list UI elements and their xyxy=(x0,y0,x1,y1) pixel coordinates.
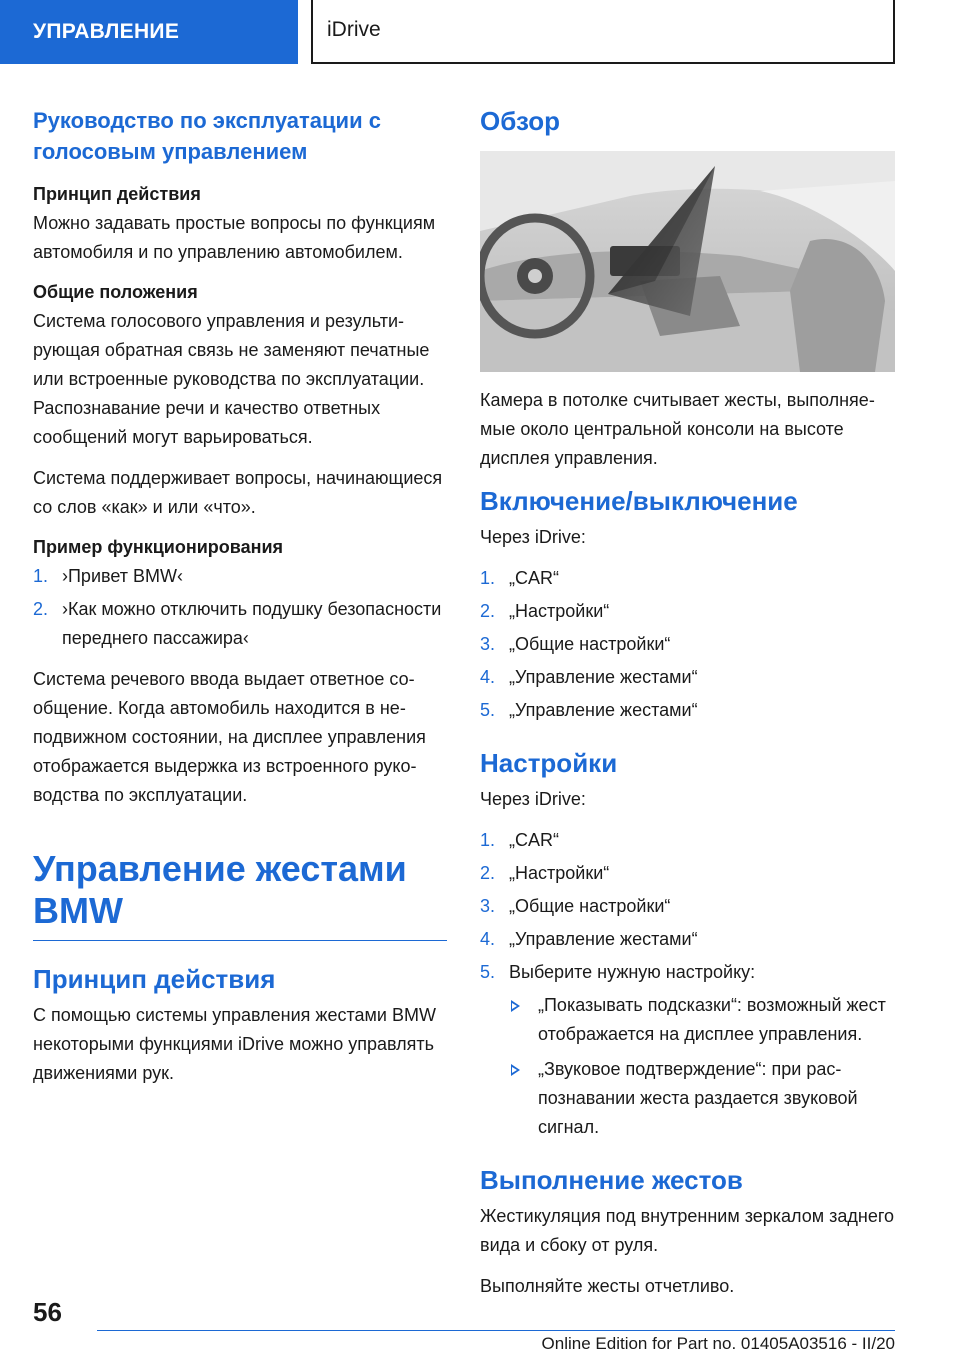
list-item xyxy=(480,597,895,626)
interior-camera-image xyxy=(480,151,895,372)
principle-heading-2: Принцип действия xyxy=(33,964,276,994)
step-text: „Общие настройки“ xyxy=(509,634,671,654)
perform-text-2: Выполняйте жесты отчетливо. xyxy=(480,1276,735,1296)
settings-heading: Настройки xyxy=(480,748,618,778)
step-text: ›Привет BMW‹ xyxy=(62,566,183,586)
perform-text-1: Жестикуляция под внутренним зеркалом заднего вида и сбоку от руля. xyxy=(480,1206,895,1255)
list-item xyxy=(480,892,895,921)
step-text: „Общие настройки“ xyxy=(509,896,671,916)
list-item xyxy=(480,925,895,954)
step-text: „Настройки“ xyxy=(509,601,610,621)
step-number: 1. xyxy=(33,566,49,586)
example-text: Система речевого ввода выдает ответное сообщение. Когда автомобиль находится в неподвижном состоянии, на дисплее управления отображается выдержка из встроенного руководства по эксплуатации. xyxy=(33,669,426,805)
general-text-2: Система поддерживает вопросы, начинающиеся со слов «как» и или «что». xyxy=(33,468,443,517)
step-text: Выберите нужную настройку: xyxy=(509,962,756,982)
title-divider xyxy=(33,940,447,941)
settings-steps xyxy=(480,826,895,987)
step-text: „CAR“ xyxy=(509,830,559,850)
list-item xyxy=(33,562,447,591)
step-text: „Настройки“ xyxy=(509,863,610,883)
footer-divider xyxy=(97,1330,895,1331)
page-number: 56 xyxy=(33,1297,62,1327)
list-item xyxy=(33,595,447,653)
list-item xyxy=(480,826,895,855)
list-item xyxy=(480,630,895,659)
perform-heading: Выполнение жестов xyxy=(480,1165,743,1195)
right-column xyxy=(480,105,895,1313)
section-tab: УПРАВЛЕНИЕ xyxy=(0,0,298,64)
triangle-bullet-icon xyxy=(511,1000,520,1012)
general-heading: Общие положения xyxy=(33,282,198,302)
general-text-1: Система голосового управления и результирующая обратная связь не заменяют печатные или встроенные руководства по эксплуатации. Распознавание речи и качество ответных сообщений могут варьироваться. xyxy=(33,311,430,447)
settings-via: Через iDrive: xyxy=(480,789,586,809)
onoff-via: Через iDrive: xyxy=(480,527,586,547)
step-number: 5. xyxy=(480,700,496,720)
principle-text-2: С помощью системы управления жестами BMW некоторыми функциями iDrive можно управлять движениями рук. xyxy=(33,1005,436,1083)
option-text: „Показывать подсказки“: возможный жест отображается на дисплее управления. xyxy=(538,995,886,1044)
principle-heading: Принцип действия xyxy=(33,184,201,204)
step-number: 1. xyxy=(480,568,496,588)
step-number: 1. xyxy=(480,830,496,850)
list-item xyxy=(480,564,895,593)
step-number: 3. xyxy=(480,634,496,654)
gesture-control-title: Управление жестами BMW xyxy=(33,848,407,931)
step-text: „CAR“ xyxy=(509,568,559,588)
header-box xyxy=(311,0,895,64)
example-heading: Пример функционирования xyxy=(33,537,284,557)
onoff-steps xyxy=(480,564,895,725)
edition-note: Online Edition for Part no. 01405A03516 - II/20 xyxy=(541,1334,895,1353)
list-item xyxy=(480,696,895,725)
step-number: 4. xyxy=(480,929,496,949)
overview-text: Камера в потолке считывает жесты, выполняемые около центральной консоли на высоте дисплея управления. xyxy=(480,390,875,468)
left-column xyxy=(33,105,447,1100)
step-text: „Управление жестами“ xyxy=(509,929,698,949)
step-number: 2. xyxy=(480,863,496,883)
step-number: 4. xyxy=(480,667,496,687)
list-item xyxy=(480,663,895,692)
step-number: 2. xyxy=(480,601,496,621)
triangle-bullet-icon xyxy=(511,1064,520,1076)
voice-manual-title: Руководство по эксплуатации с голосовым управлением xyxy=(33,108,381,164)
list-item xyxy=(480,958,895,987)
list-item xyxy=(480,859,895,888)
chapter-title: iDrive xyxy=(327,18,381,41)
step-number: 2. xyxy=(33,599,49,619)
list-item xyxy=(509,1055,895,1142)
step-number: 3. xyxy=(480,896,496,916)
example-steps xyxy=(33,562,447,653)
step-text: ›Как можно отключить подушку безопасности переднего пассажира‹ xyxy=(62,599,442,648)
list-item xyxy=(509,991,895,1049)
step-text: „Управление жестами“ xyxy=(509,667,698,687)
overview-heading: Обзор xyxy=(480,106,560,136)
step-text: „Управление жестами“ xyxy=(509,700,698,720)
option-text: „Звуковое подтверждение“: при распознавании жеста раздается звуковой сигнал. xyxy=(538,1059,858,1137)
onoff-heading: Включение/выключение xyxy=(480,486,798,516)
settings-options xyxy=(509,991,895,1142)
principle-text: Можно задавать простые вопросы по функциям автомобиля и по управлению автомобилем. xyxy=(33,213,436,262)
step-number: 5. xyxy=(480,962,496,982)
